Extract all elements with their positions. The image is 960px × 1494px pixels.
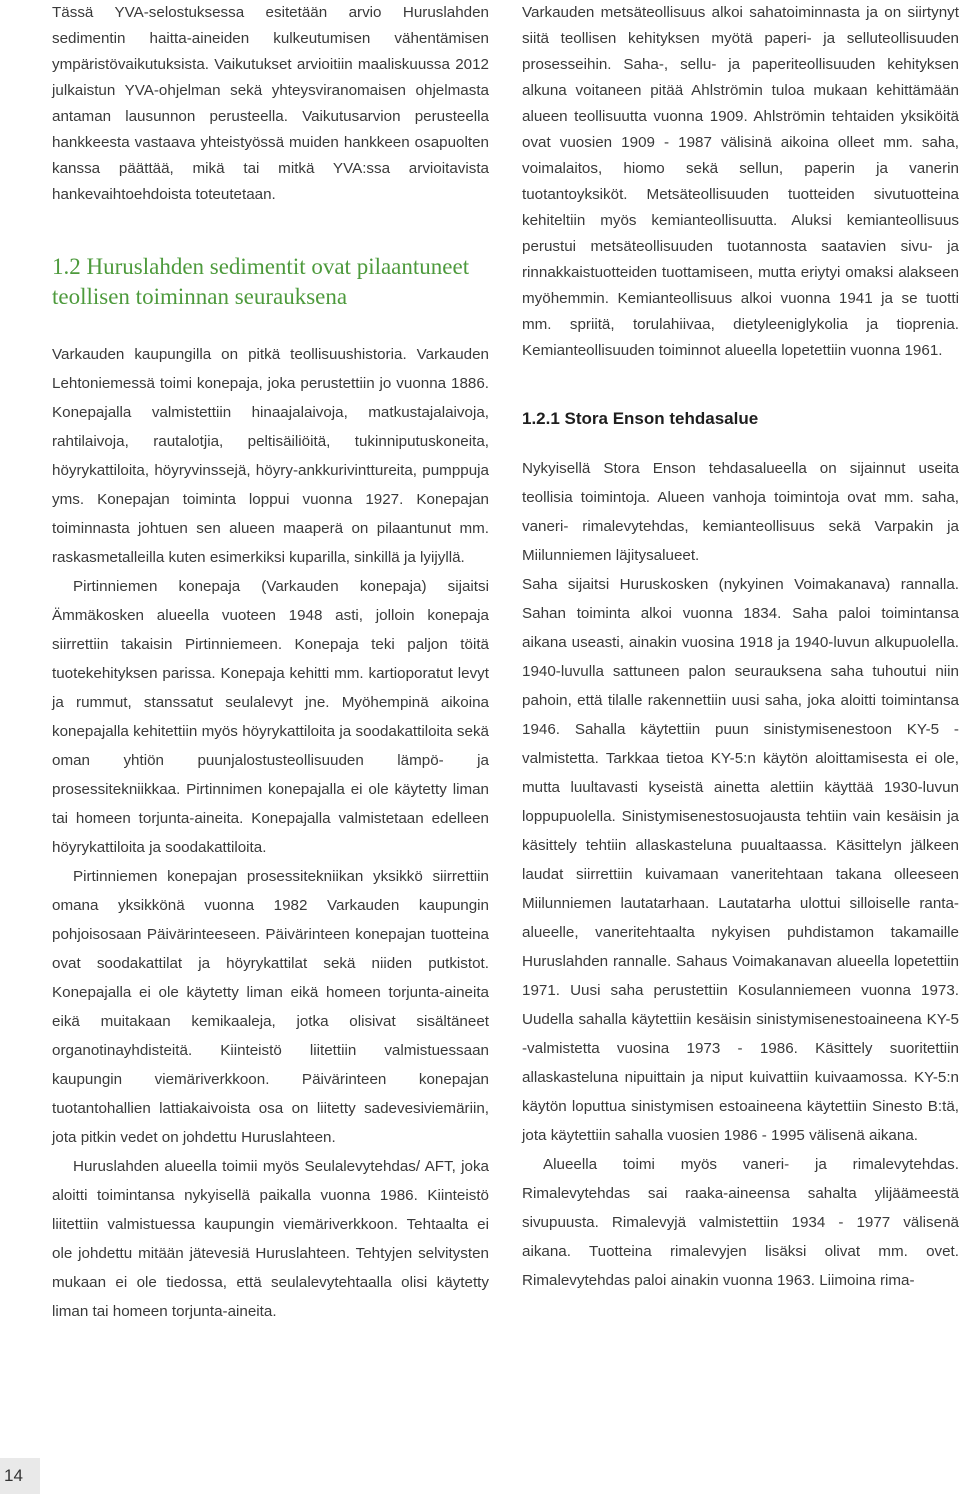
right-paragraph-1: Nykyisellä Stora Enson tehdasalueella on sijainnut useita teollisia toimintoja. Alueen vanhoja toimintoja ovat mm. saha, vaneri- rimalevytehdas, kemianteollisuus sekä Varpakin ja Miilunniemen läjitysalueet. <box>522 460 959 564</box>
body-paragraph-3: Pirtinniemen konepajan prosessitekniikan yksikkö siirrettiin omana yksikkönä vuonna 1982 Varkauden kaupungin pohjoisosaan Päivärinteeseen. Päivärinteen konepajan tuotteina ovat soodakattilat ja höyrykattilat sekä niiden putkistot. Konepajalla ei ole käytetty liman eikä homeen torjunta-aineita eikä muitakaan kemikaaleja, jotka olisivat sisältäneet organotinayhdisteitä. Kiinteistö liitettiin valmistuessaan kaupungin viemäriverkkoon. Päivärinteen konepajan tuotantohallien lattiakaivoista osa on liitetty sadevesiviemäriin, jota pitkin vedet on johdettu Huruslahteen. <box>52 868 489 1146</box>
left-column <box>52 0 489 1326</box>
right-column <box>522 0 959 1295</box>
body-paragraph-4: Huruslahden alueella toimii myös Seulalevytehdas/ AFT, joka aloitti toimintansa nykyisellä paikalla vuonna 1986. Kiinteistö liitettiin valmistuessa kaupungin viemäriverkkoon. Tehtaalta ei ole johdettu mitään jätevesiä Huruslahteen. Tehtyjen selvitysten mukaan ei ole tiedossa, että seulalevytehtaalla olisi käytetty liman tai homeen torjunta-aineita. <box>52 1158 489 1320</box>
intro-paragraph-2: Vaikutusarvion perusteella hankkeesta vastaava yhteistyössä muiden hankkeen osapuolten kanssa päättää, mikä tai mitkä YVA:ssa arvioitavista hankevaihtoehdoista toteutetaan. <box>52 108 489 203</box>
right-intro-paragraph: Varkauden metsäteollisuus alkoi sahatoiminnasta ja on siirtynyt siitä teollisen kehityksen myötä paperi- ja selluteollisuuden prosesseihin. Saha-, sellu- ja paperiteollisuuden kehityksen alkuna voitaneen pitää Ahlströmin tuloa mukaan kehittämään alueen teollisuutta vuonna 1909. Ahlströmin tehtaiden yksiköitä ovat vuosien 1909 - 1987 välisinä aikoina olleet mm. saha, voimalaitos, hiomo sekä sellun, paperin ja vanerin tuotantoyksiköt. Metsäteollisuuden tuotteiden sivutuotteina kehiteltiin myös kemianteollisuutta. Aluksi kemianteollisuus perustui metsäteollisuuden tuotannosta saatavien sivu- ja rinnakkaistuotteiden tuottamiseen, mutta eriytyi omaksi alakseen myöhemmin. Kemianteollisuus alkoi vuonna 1941 ja se tuotti mm. spriitä, torulahiivaa, dietyleeniglykolia ja tioprenia. Kemianteollisuuden toiminnot alueella lopetettiin vuonna 1961. <box>522 4 959 359</box>
page-number: 14 <box>0 1458 40 1494</box>
right-paragraph-2: Saha sijaitsi Huruskosken (nykyinen Voimakanava) rannalla. Sahan toiminta alkoi vuonna 1834. Saha paloi toimintansa aikana useasti, ainakin vuosina 1918 ja 1940-luvun alkupuolella. 1940-luvulla sattuneen palon seurauksena saha tuhoutui niin pahoin, että tilalle rakennettiin uusi saha, joka aloitti toimintansa 1946. Sahalla käytettiin puun sinistymisenestoon KY-5 -valmistetta. Tarkkaa tietoa KY-5:n käytön aloittamisesta ei ole, mutta luultavasti kyseistä ainetta alettiin käyttää 1930-luvun loppupuolella. Sinistymisenestosuojausta tehtiin vain kesäisin ja käsittely tehtiin allaskasteluna puualtaassa. Käsittelyn jälkeen laudat siirrettiin kuivamaan vaneritehtaan takana olleeseen Miilunniemen lautatarhaan. Lautatarha ulottui silloiselle ranta-alueelle, vaneritehtaalta nykyisen puhdistamon takamaille Huruslahden rannalle. Sahaus Voimakanavan alueella lopetettiin 1971. Uusi saha perustettiin Kosulanniemeen vuonna 1973. Uudella sahalla käytettiin kesäisin sinistymisenestoaineena KY-5 -valmistetta vuosina 1973 - 1986. Käsittely suoritettiin allaskasteluna nipuittain ja niput kuivattiin kuivaamossa. KY-5:n käytön loputtua sinistymisen estoaineena käytettiin Sinesto B:tä, jota käytettiin sahalla vuosien 1986 - 1995 välisenä aikana. <box>522 576 959 1144</box>
body-paragraph-1: Varkauden kaupungilla on pitkä teollisuushistoria. Varkauden Lehtoniemessä toimi konepaja, joka perustettiin jo vuonna 1886. Konepajalla valmistettiin hinaajalaivoja, matkustajalaivoja, rahtilaivoja, rautalotjia, peltisäiliöitä, tukinniputuskoneita, höyrykattiloita, höyryvinssejä, höyry-ankkurivinttureita, pumppuja yms. Konepajan toiminta loppui vuonna 1927. Konepajan toiminnasta johtuen sen alueen maaperä on pilaantunut mm. raskasmetalleilla kuten esimerkiksi kuparilla, sinkillä ja lyijyllä. <box>52 346 489 566</box>
intro-paragraph-1: Tässä YVA-selostuksessa esitetään arvio Huruslahden sedimentin haitta-aineiden kulkeutumisen vähentämisen ympäristövaikutuksista. Vaikutukset arvioitiin maaliskuussa 2012 julkaistun YVA-ohjelman sekä yhteysviranomaisen ohjelmasta antaman lausunnon perusteella. Vaikutusarvion perusteella hankkeesta vastaava yhteistyössä muiden hankkeen osapuolten kanssa päättää, mikä tai mitkä YVA:ssa arvioitavista hankevaihtoehdoista toteutetaan. <box>52 4 489 203</box>
body-paragraph-2: Pirtinniemen konepaja (Varkauden konepaja) sijaitsi Ämmäkosken alueella vuoteen 1948 asti, jolloin konepaja siirrettiin takaisin Pirtinniemeen. Konepaja teki paljon töitä tuotekehityksen parissa. Konepaja kehitti mm. kartioporatut levyt ja rummut, stanssatut seulalevyt jne. Myöhempinä aikoina konepajalla kehitettiin myös höyrykattiloita ja soodakattiloita sekä oman yhtiön puunjalostusteollisuuden lämpö- ja prosessitekniikkaa. Pirtinnimen konepajalla ei ole käytetty liman tai homeen torjunta-aineita. Konepajalla valmistetaan edelleen höyrykattiloita ja soodakattiloita. <box>52 578 489 856</box>
section-heading-1-2-1: 1.2.1 Stora Enson tehdasalue <box>522 409 759 428</box>
right-paragraph-3: Alueella toimi myös vaneri- ja rimalevytehdas. Rimalevytehdas sai raaka-aineensa sahalta ylijäämeestä sivupuusta. Rimalevyjä valmistettiin 1934 - 1977 välisenä aikana. Tuotteina rimalevyjen lisäksi olivat mm. ovet. Rimalevytehdas paloi ainakin vuonna 1963. Liimoina rima- <box>522 1156 959 1289</box>
section-heading-1-2: 1.2 Huruslahden sedimentit ovat pilaantuneet teollisen toiminnan seurauksena <box>52 254 470 309</box>
